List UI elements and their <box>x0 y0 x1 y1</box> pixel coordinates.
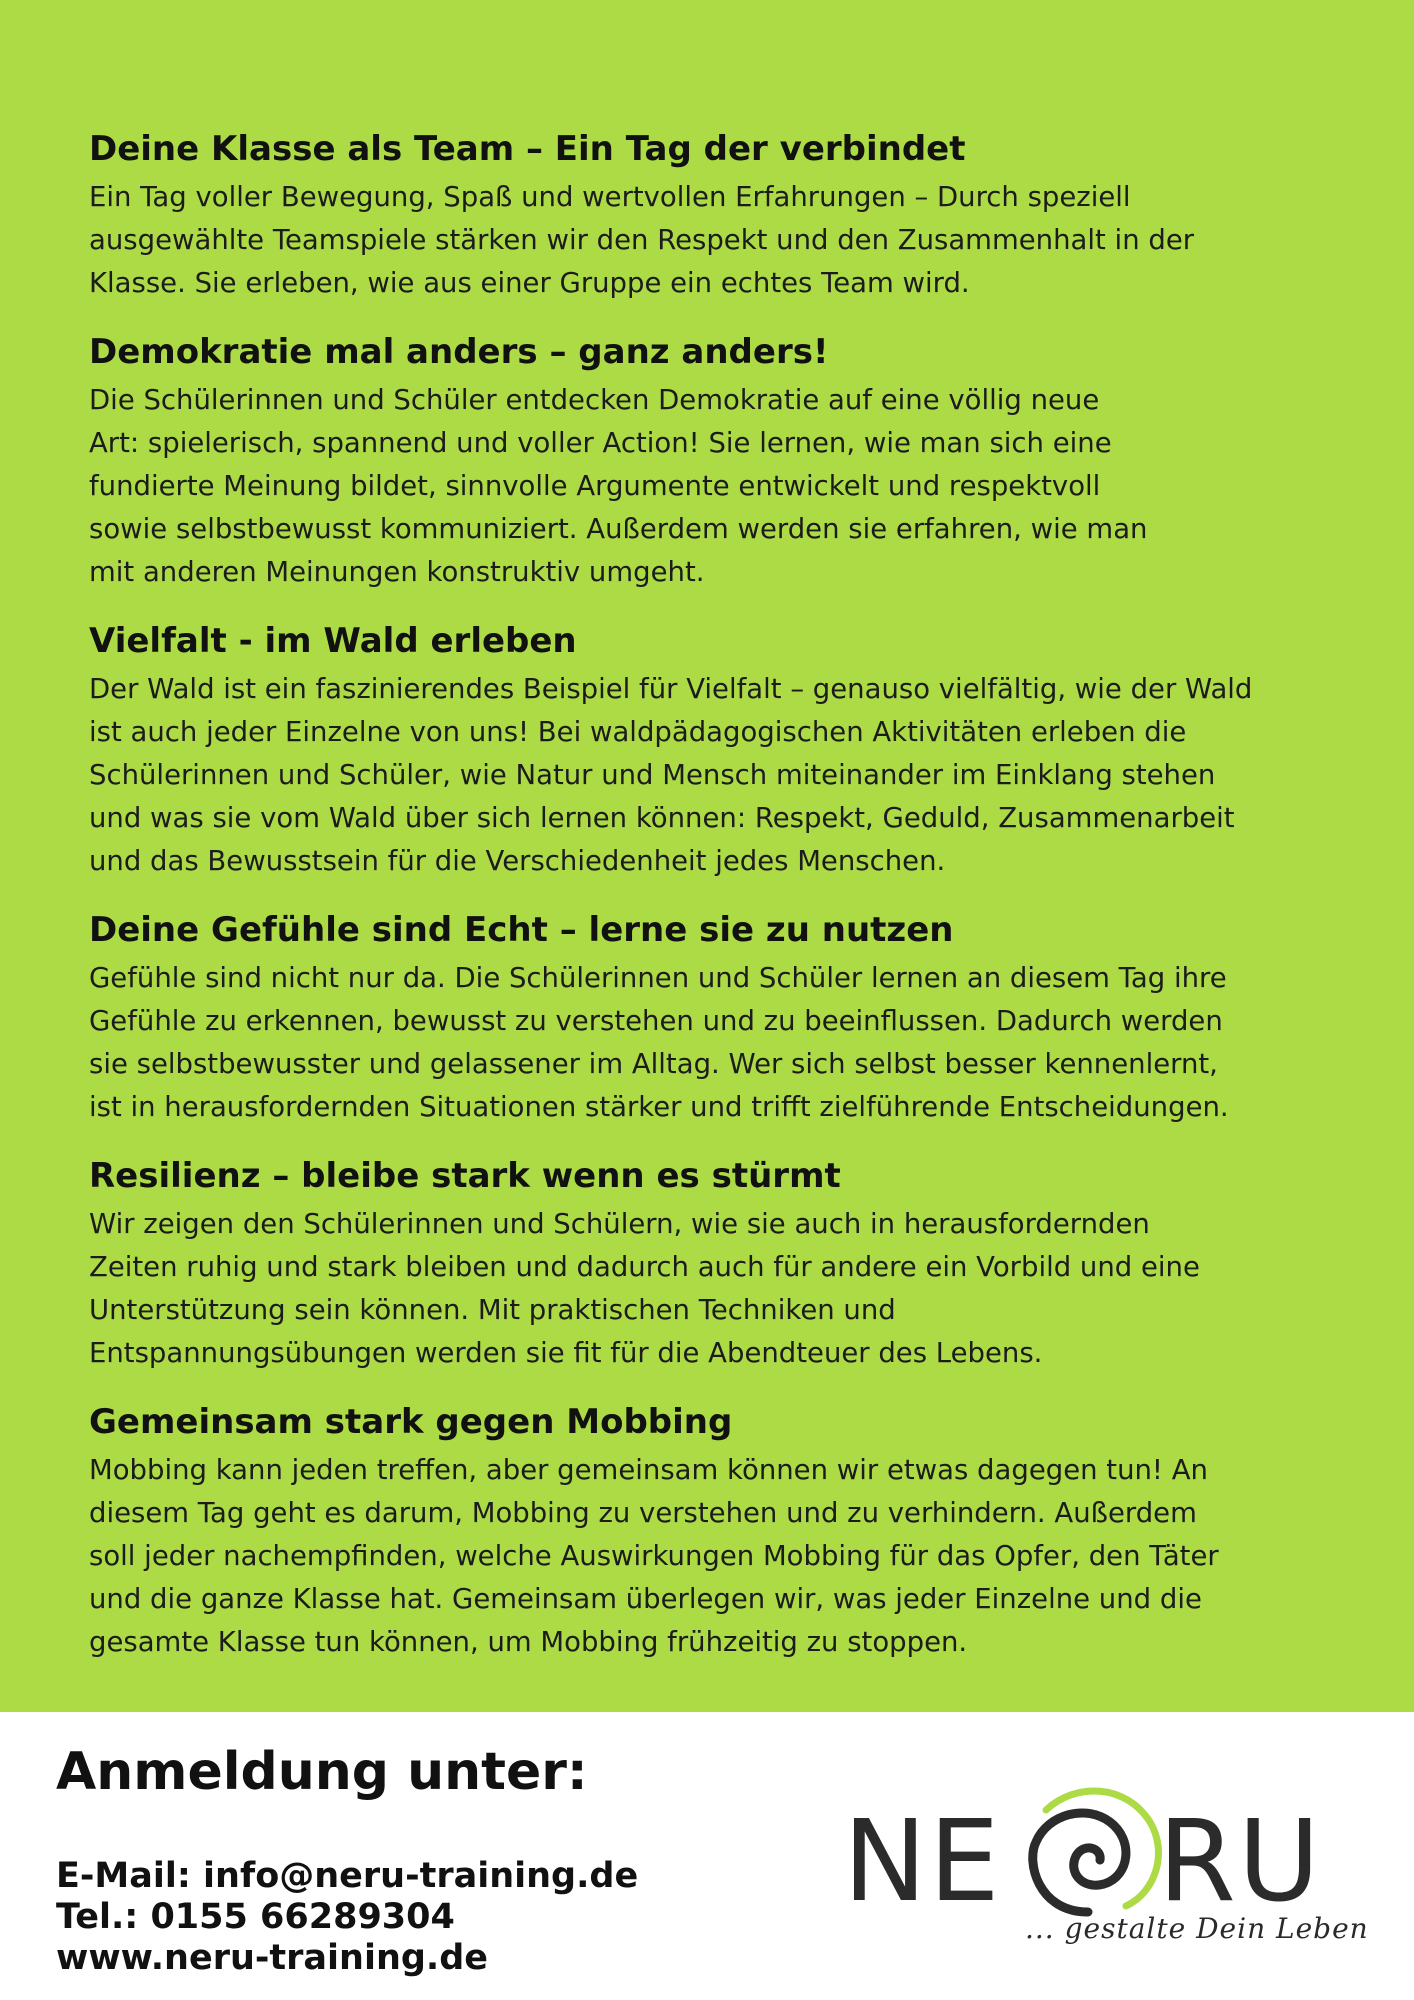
section-title: Deine Gefühle sind Echt – lerne sie zu nutzen <box>89 910 954 950</box>
section-body: Der Wald ist ein faszinierendes Beispiel für Vielfalt – genauso vielfältig, wie der Wald ist auch jeder Einzelne von uns! Bei waldpädagogischen Aktivitäten erleben die Schülerinnen und Schüler, wie Natur und Mensch miteinander im Einklang stehen und was sie vom Wald über sich lernen können: Respekt, Geduld, Zusammenarbeit und das Bewusstsein für die Verschiedenheit jedes Menschen. <box>89 673 1253 877</box>
section-body: Ein Tag voller Bewegung, Spaß und wertvollen Erfahrungen – Durch speziell ausgewählte Teamspiele stärken wir den Respekt und den Zusammenhalt in der Klasse. Sie erleben, wie aus einer Gruppe ein echtes Team wird. <box>89 181 1195 299</box>
logo-letters-right: RU <box>1158 1797 1322 1927</box>
section-body: Die Schülerinnen und Schüler entdecken Demokratie auf eine völlig neue Art: spielerisch, spannend und voller Action! Sie lernen, wie man sich eine fundierte Meinung bildet, sinnvolle Argumente entwickelt und respektvoll sowie selbstbewusst kommuniziert. Außerdem werden sie erfahren, wie man mit anderen Meinungen konstruktiv umgeht. <box>89 384 1148 588</box>
section-title: Vielfalt - im Wald erleben <box>89 621 577 661</box>
section-title: Deine Klasse als Team – Ein Tag der verbindet <box>89 129 966 169</box>
section-title: Gemeinsam stark gegen Mobbing <box>89 1402 733 1442</box>
logo-tagline: ... gestalte Dein Leben <box>1025 1912 1369 1945</box>
section-body: Mobbing kann jeden treffen, aber gemeinsam können wir etwas dagegen tun! An diesem Tag geht es darum, Mobbing zu verstehen und zu verhindern. Außerdem soll jeder nachempfinden, welche Auswirkungen Mobbing für das Opfer, den Täter und die ganze Klasse hat. Gemeinsam überlegen wir, was jeder Einzelne und die gesamte Klasse tun können, um Mobbing frühzeitig zu stoppen. <box>89 1454 1219 1658</box>
phone-contact[interactable]: Tel.: 0155 66289304 <box>56 1897 455 1937</box>
logo-letters-left: NE <box>843 1797 1002 1927</box>
section-mobbing <box>89 1401 1389 1664</box>
registration-title: Anmeldung unter: <box>56 1742 588 1802</box>
section-resilience <box>89 1155 1389 1375</box>
email-contact[interactable]: E-Mail: info@neru-training.de <box>56 1856 639 1896</box>
registration-block <box>56 1740 638 1979</box>
contact-list <box>56 1856 638 1979</box>
section-team <box>89 128 1389 305</box>
section-title: Demokratie mal anders – ganz anders! <box>89 332 829 372</box>
section-body: Wir zeigen den Schülerinnen und Schülern, wie sie auch in herausfordernden Zeiten ruhig und stark bleiben und dadurch auch für andere ein Vorbild und eine Unterstützung sein können. Mit praktischen Techniken und Entspannungsübungen werden sie fit für die Abendteuer des Lebens. <box>89 1208 1200 1369</box>
section-body: Gefühle sind nicht nur da. Die Schülerinnen und Schüler lernen an diesem Tag ihre Gefühle zu erkennen, bewusst zu verstehen und zu beeinflussen. Dadurch werden sie selbstbewusster und gelassener im Alltag. Wer sich selbst besser kennenlernt, ist in herausfordernden Situationen stärker und trifft zielführende Entscheidungen. <box>89 962 1229 1123</box>
content-area <box>89 128 1389 1690</box>
section-title: Resilienz – bleibe stark wenn es stürmt <box>89 1156 841 1196</box>
section-democracy <box>89 331 1389 594</box>
section-diversity <box>89 620 1389 883</box>
spiral-icon <box>1033 1791 1159 1912</box>
section-feelings <box>89 909 1389 1129</box>
website-link[interactable]: www.neru-training.de <box>56 1938 488 1978</box>
